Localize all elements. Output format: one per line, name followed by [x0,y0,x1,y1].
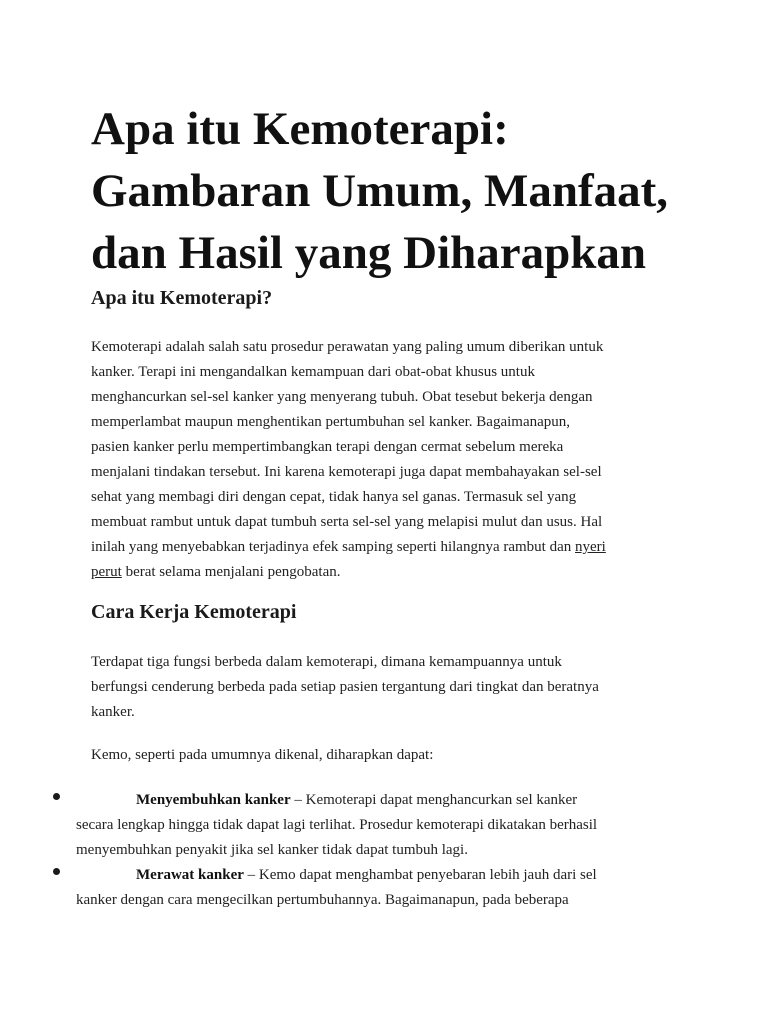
paragraph-line: sehat yang membagi diri dengan cepat, tidak hanya sel ganas. Termasuk sel yang [91,489,577,505]
title-line-3: dan Hasil yang Diharapkan [91,227,647,279]
paragraph-line: pasien kanker perlu mempertimbangkan terapi dengan cermat sebelum mereka [91,439,564,455]
paragraph-line: Kemoterapi adalah salah satu prosedur perawatan yang paling umum diberikan untuk [91,339,604,355]
paragraph-definition [91,335,691,585]
bullet-icon [53,868,60,875]
list-item-description: – Kemoterapi dapat menghancurkan sel kanker [290,792,578,808]
list-item-line [76,788,716,813]
list-item-text [76,788,716,863]
bullet-icon [53,793,60,800]
paragraph-line [91,535,691,560]
nyeri-perut-link-continued[interactable]: perut [91,564,122,580]
list-item-line: kanker dengan cara mengecilkan pertumbuhannya. Bagaimanapun, pada beberapa [76,892,569,908]
paragraph-line: menghancurkan sel-sel kanker yang menyerang tubuh. Obat tesebut bekerja dengan [91,389,593,405]
paragraph-line: membuat rambut untuk dapat tumbuh serta sel-sel yang melapisi mulut dan usus. Hal [91,514,603,530]
paragraph-line: memperlambat maupun menghentikan pertumbuhan sel kanker. Bagaimanapun, [91,414,571,430]
paragraph-line: kanker. Terapi ini mengandalkan kemampuan dari obat-obat khusus untuk [91,364,535,380]
paragraph-line [91,560,691,585]
section-heading-cara-kerja: Cara Kerja Kemoterapi [91,601,297,623]
paragraph-text: inilah yang menyebabkan terjadinya efek samping seperti hilangnya rambut dan [91,539,576,555]
paragraph-text: berat selama menjalani pengobatan. [121,564,341,580]
paragraph-line: berfungsi cenderung berbeda pada setiap pasien tergantung dari tingkat dan beratnya [91,679,599,695]
section-heading-apa-itu: Apa itu Kemoterapi? [91,287,273,309]
list-item-line: secara lengkap hingga tidak dapat lagi terlihat. Prosedur kemoterapi dikatakan berhasil [76,817,598,833]
list-item-line [76,863,716,888]
document-title [91,98,731,284]
paragraph-functions [91,650,691,725]
nyeri-perut-link[interactable]: nyeri [575,539,606,555]
list-item-text [76,863,716,913]
list-item-term: Merawat kanker [136,867,244,883]
paragraph-line: menjalani tindakan tersebut. Ini karena kemoterapi juga dapat membahayakan sel-sel [91,464,602,480]
list-item-line: menyembuhkan penyakit jika sel kanker tidak dapat tumbuh lagi. [76,842,468,858]
title-line-1: Apa itu Kemoterapi: [91,103,509,155]
list-item-description: – Kemo dapat menghambat penyebaran lebih jauh dari sel [243,867,597,883]
paragraph-line: kanker. [91,704,135,720]
paragraph-line: Terdapat tiga fungsi berbeda dalam kemoterapi, dimana kemampuannya untuk [91,654,562,670]
paragraph-expectations [91,743,691,768]
paragraph-line: Kemo, seperti pada umumnya dikenal, diharapkan dapat: [91,747,434,763]
title-line-2: Gambaran Umum, Manfaat, [91,165,669,217]
list-item-term: Menyembuhkan kanker [136,792,291,808]
